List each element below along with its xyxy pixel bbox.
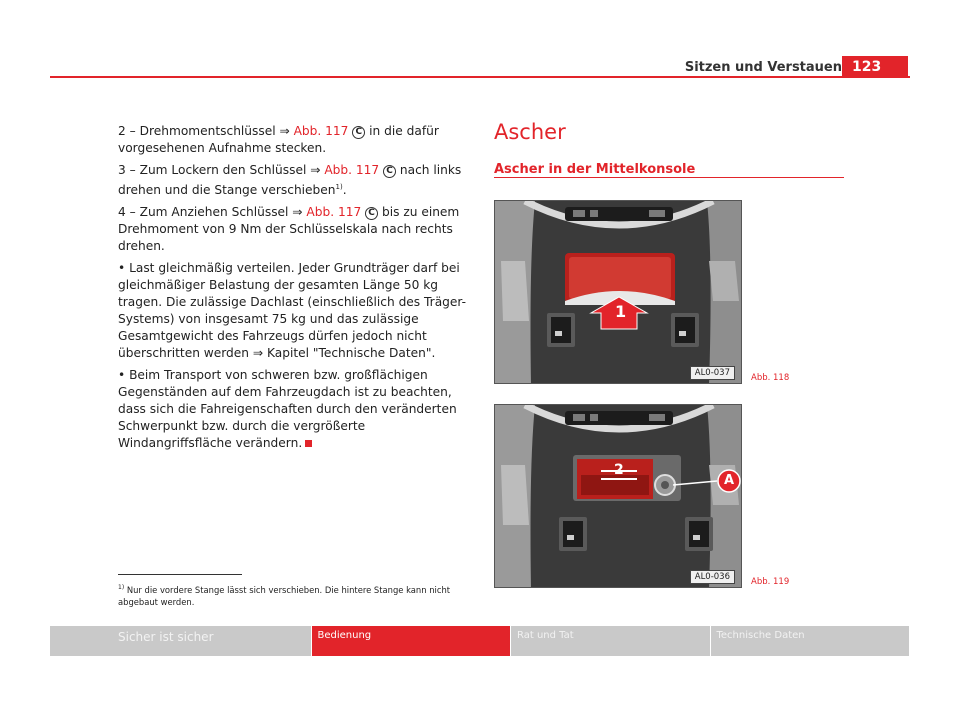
- subsection-title: Ascher in der Mittelkonsole: [494, 162, 696, 177]
- callout-number-2: 2: [614, 462, 624, 478]
- bottom-navigation: [50, 626, 910, 656]
- figure-ashtray-closed: [494, 200, 742, 384]
- step-2: 2 – Drehmomentschlüssel ⇒ Abb. 117 C in die dafür vorgesehenen Aufnahme stecken.: [118, 124, 439, 155]
- circle-c-icon: C: [383, 165, 396, 178]
- running-header-title: Sitzen und Verstauen: [684, 60, 842, 75]
- bullet-load: • Last gleichmäßig verteilen. Jeder Grundträger darf bei gleichmäßiger Belastung der gesamten Länge 50 kg tragen. Die zulässige Dachlast (einschließlich des Träger-Systems) von insgesamt 75 kg und das zulässige Gesamtgewicht des Fahrzeugs dürfen jedoch nicht überschritten werden ⇒ Kapitel "Technische Daten".: [118, 261, 467, 361]
- tab-sicher-ist-sicher[interactable]: Sicher ist sicher: [50, 626, 312, 656]
- tab-rat-und-tat[interactable]: Rat und Tat: [511, 626, 711, 656]
- circle-c-icon: C: [352, 126, 365, 139]
- end-square-icon: [305, 440, 312, 447]
- footnote-rule: [118, 574, 242, 575]
- step-4: 4 – Zum Anziehen Schlüssel ⇒ Abb. 117 C bis zu einem Drehmoment von 9 Nm der Schlüsselskala nach rechts drehen.: [118, 205, 460, 254]
- figure-ashtray-open: [494, 404, 742, 588]
- header-rule: [50, 76, 910, 78]
- callout-letter-a: A: [724, 473, 735, 488]
- tab-technische-daten[interactable]: Technische Daten: [711, 626, 911, 656]
- ashtray-closed-illustration: [495, 201, 742, 384]
- step-3: 3 – Zum Lockern den Schlüssel ⇒ Abb. 117 C nach links drehen und die Stange verschieben$^{1)}$.: [118, 163, 462, 198]
- section-title: Ascher: [494, 120, 566, 144]
- tab-bedienung[interactable]: Bedienung: [312, 626, 512, 656]
- figure-code: AL0-036: [690, 570, 735, 584]
- figure-link[interactable]: Abb. 117: [324, 163, 380, 177]
- figure-code: AL0-037: [690, 366, 735, 380]
- figure-caption-118: Abb. 118: [751, 373, 790, 383]
- circle-c-icon: C: [365, 207, 378, 220]
- bullet-transport: • Beim Transport von schweren bzw. großflächigen Gegenständen auf dem Fahrzeugdach ist zu beachten, dass sich die Fahreigenschaften durch den veränderten Schwerpunkt bzw. durch die vergrößerte Windangriffsfläche verändern.: [118, 368, 457, 451]
- figure-caption-119: Abb. 119: [751, 577, 790, 587]
- callout-number-1: 1: [615, 302, 627, 321]
- page-number: 123: [842, 56, 908, 78]
- figure-link[interactable]: Abb. 117: [293, 124, 349, 138]
- subsection-rule: [494, 177, 844, 178]
- figure-link[interactable]: Abb. 117: [306, 205, 362, 220]
- ashtray-open-illustration: [495, 405, 742, 588]
- left-column-text: [118, 123, 468, 457]
- footnote: $^{1)}$ Nur die vordere Stange lässt sich verschieben. Die hintere Stange kann nicht abgebaut werden.: [118, 584, 451, 607]
- footnote-marker[interactable]: 1): [335, 183, 343, 191]
